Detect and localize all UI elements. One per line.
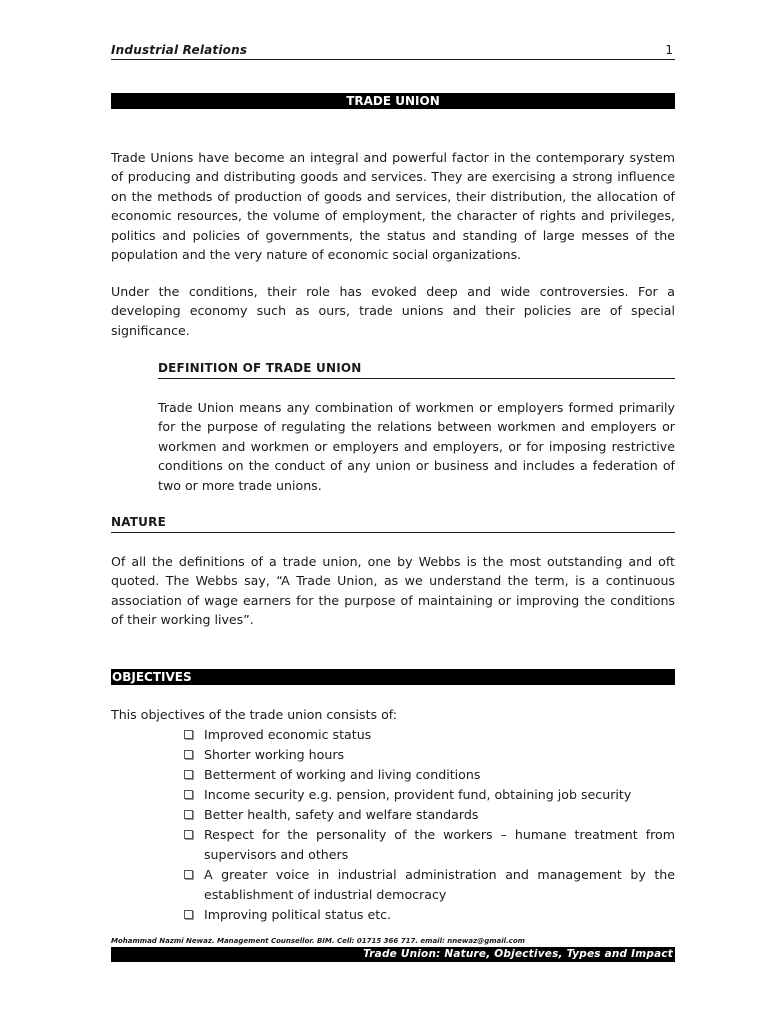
list-item	[184, 745, 675, 765]
definition-heading: DEFINITION OF TRADE UNION	[158, 361, 675, 379]
footer-bar	[111, 947, 675, 962]
running-header-title: Industrial Relations	[111, 43, 248, 57]
page-number: 1	[665, 43, 673, 57]
checkbox-icon	[184, 910, 193, 919]
checkbox-icon	[184, 750, 193, 759]
list-item-text: Improved economic status	[204, 727, 372, 742]
checkbox-icon	[184, 730, 193, 739]
definition-text: Trade Union means any combination of workmen or employers formed primarily for the purpose of regulating the relations between workmen and employers or workmen and workmen or employers and employers, or for imposing restrictive conditions on the conduct of any union or business and includes a federation of two or more trade unions.	[158, 400, 675, 493]
checkbox-icon	[184, 870, 193, 879]
list-item-text: Improving political status etc.	[204, 907, 392, 922]
checkbox-icon	[184, 770, 193, 779]
intro-paragraph-1: Trade Unions have become an integral and powerful factor in the contemporary system of producing and distributing goods and services. They are exercising a strong influence on the methods of production of goods and services, their distribution, the allocation of economic resources, the volume of employment, the character of rights and privileges, politics and policies of governments, the status and standing of large messes of the population and the very nature of economic social organizations.	[111, 150, 675, 263]
main-title: TRADE UNION	[346, 94, 440, 108]
checkbox-icon	[184, 830, 193, 839]
objectives-heading-bar	[111, 669, 675, 685]
list-item-text: Income security e.g. pension, provident fund, obtaining job security	[204, 787, 632, 802]
main-title-bar	[111, 93, 675, 109]
list-item	[184, 805, 675, 825]
header-divider	[111, 59, 675, 60]
list-item-text: Betterment of working and living conditions	[204, 767, 481, 782]
list-item	[184, 865, 675, 905]
list-item-text: Shorter working hours	[204, 747, 345, 762]
list-item	[184, 765, 675, 785]
objectives-heading: OBJECTIVES	[112, 670, 192, 684]
list-item	[184, 825, 675, 865]
list-item	[184, 905, 675, 925]
footer-document-title: Trade Union: Nature, Objectives, Types and Impact	[363, 948, 673, 960]
checkbox-icon	[184, 790, 193, 799]
nature-text: Of all the definitions of a trade union, one by Webbs is the most outstanding and oft quoted. The Webbs say, “A Trade Union, as we understand the term, is a continuous association of wage earners for the purpose of maintaining or improving the conditions of their working lives”.	[111, 554, 675, 628]
list-item-text: Respect for the personality of the workers – humane treatment from supervisors and others	[204, 827, 675, 862]
intro-paragraph-2: Under the conditions, their role has evoked deep and wide controversies. For a developing economy such as ours, trade unions and their policies are of special significance.	[111, 284, 675, 338]
checkbox-icon	[184, 810, 193, 819]
objectives-intro: This objectives of the trade union consists of:	[111, 707, 398, 722]
footer-author-line: Mohammad Nazmi Newaz. Management Counsellor. BIM. Cell: 01715 366 717. email: nnewaz@gmail.com	[111, 937, 525, 945]
nature-heading: NATURE	[111, 515, 675, 533]
list-item-text: Better health, safety and welfare standards	[204, 807, 479, 822]
objectives-list	[184, 725, 675, 925]
list-item	[184, 785, 675, 805]
list-item-text: A greater voice in industrial administration and management by the establishment of industrial democracy	[204, 867, 675, 902]
list-item	[184, 725, 675, 745]
